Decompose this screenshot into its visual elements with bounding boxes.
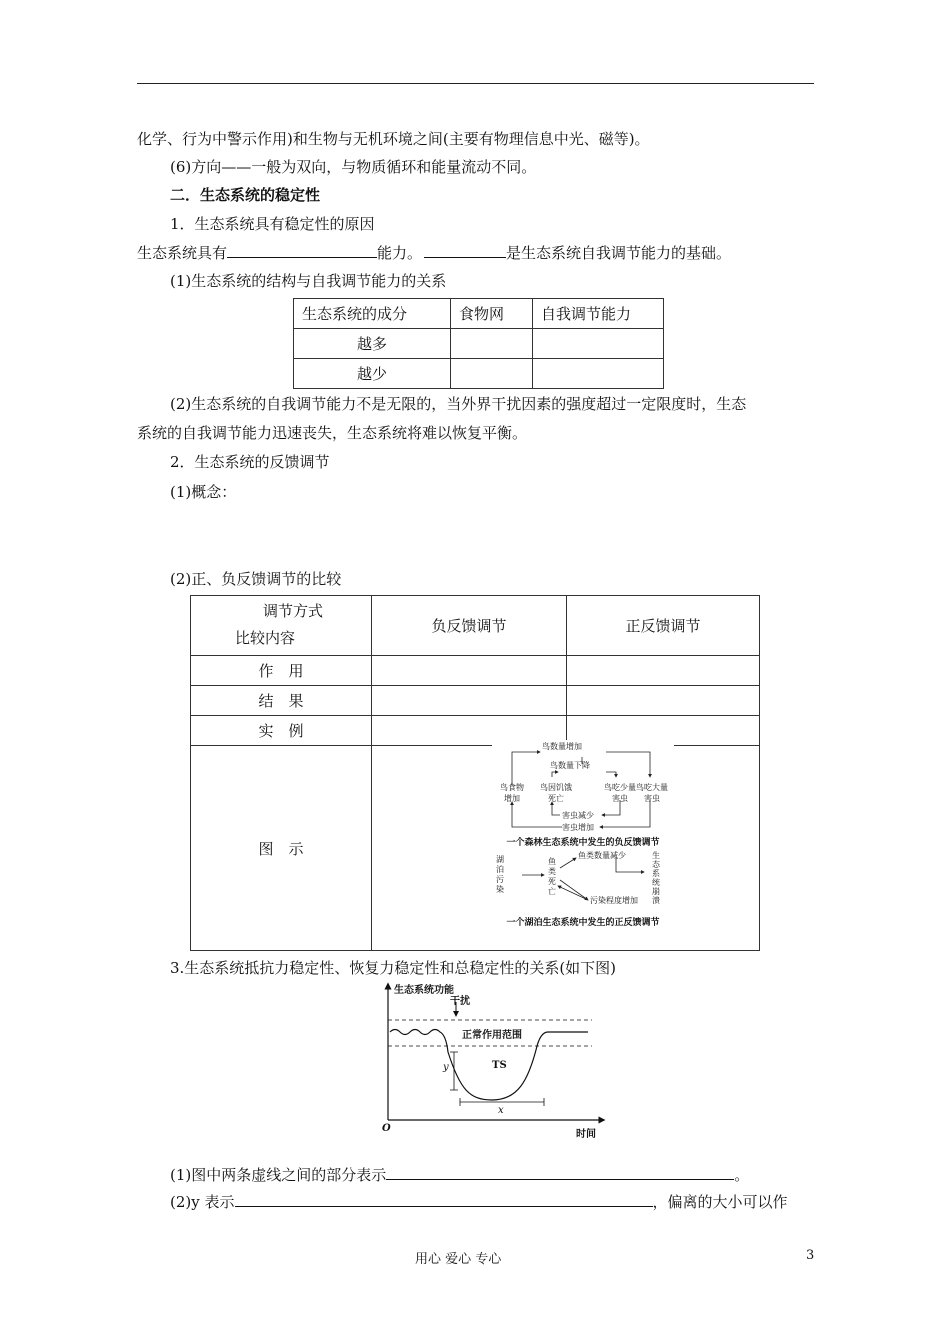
- table-cell[interactable]: [451, 359, 533, 389]
- table-header: 生态系统的成分: [294, 299, 451, 329]
- answer-blank[interactable]: [227, 243, 377, 258]
- paragraph: 化学、行为中警示作用)和生物与无机环境之间(主要有物理信息中光、磁等)。: [137, 130, 650, 148]
- diagram-label: 湖泊污染: [496, 855, 504, 894]
- paragraph: (2)生态系统的自我调节能力不是无限的，当外界干扰因素的强度超过一定限度时，生态: [170, 395, 747, 413]
- feedback-diagrams: [492, 740, 674, 930]
- diagram-label: 鸟吃少量害虫: [604, 783, 636, 803]
- text: (2)y 表示: [170, 1193, 235, 1211]
- origin-label: O: [382, 1123, 391, 1134]
- x-variable-label: x: [498, 1105, 504, 1116]
- diagram-label: 鱼类数量减少: [578, 851, 626, 860]
- table-cell[interactable]: [451, 329, 533, 359]
- table-header: 自我调节能力: [533, 299, 664, 329]
- row-label: 实 例: [191, 716, 372, 746]
- subheading: (1)生态系统的结构与自我调节能力的关系: [170, 272, 447, 290]
- answer-blank[interactable]: [424, 243, 506, 258]
- text: 能力。: [377, 244, 423, 262]
- text: 是生态系统自我调节能力的基础。: [506, 244, 732, 262]
- header-rule: [137, 83, 814, 84]
- row-label: 作 用: [191, 656, 372, 686]
- diagram-label: 害虫减少: [562, 811, 594, 820]
- diagram-label: 鸟数量增加: [542, 742, 582, 751]
- question-2: [170, 1192, 788, 1212]
- footer-text: 用心 爱心 专心: [415, 1252, 502, 1267]
- y-axis-label: 生态系统功能: [394, 985, 454, 996]
- table-cell[interactable]: [567, 656, 760, 686]
- section-heading: 二．生态系统的稳定性: [170, 186, 321, 204]
- table-header: 负反馈调节: [372, 596, 567, 656]
- feedback-comparison-table: [190, 595, 760, 951]
- text: (1)图中两条虚线之间的部分表示: [170, 1166, 387, 1184]
- subheading: 3.生态系统抵抗力稳定性、恢复力稳定性和总稳定性的关系(如下图): [170, 959, 617, 977]
- diagram-caption: 一个森林生态系统中发生的负反馈调节: [506, 838, 660, 848]
- paragraph: (6)方向——一般为双向，与物质循环和能量流动不同。: [170, 158, 537, 176]
- corner-label-bottom: 比较内容: [235, 629, 296, 647]
- diagram-caption: 一个湖泊生态系统中发生的正反馈调节: [506, 918, 660, 928]
- table-cell: 越多: [294, 329, 451, 359]
- table-cell[interactable]: [567, 686, 760, 716]
- structure-regulation-table: [293, 298, 664, 389]
- disturbance-label: 干扰: [450, 996, 470, 1007]
- subheading: 2．生态系统的反馈调节: [170, 453, 330, 471]
- answer-blank[interactable]: [386, 1165, 734, 1180]
- subheading: (2)正、负反馈调节的比较: [170, 570, 342, 588]
- fill-in-sentence: [137, 243, 731, 263]
- stability-graph: [370, 980, 610, 1140]
- diagram-label: 鸟食物增加: [500, 783, 524, 803]
- paragraph: 系统的自我调节能力迅速丧失，生态系统将难以恢复平衡。: [137, 424, 528, 442]
- table-cell[interactable]: [533, 329, 664, 359]
- diagram-label: 污染程度增加: [590, 896, 638, 905]
- table-cell[interactable]: [372, 686, 567, 716]
- question-1: [170, 1165, 749, 1185]
- diagram-label: 害虫增加: [562, 823, 594, 832]
- diagram-label: 鸟数量下降: [550, 761, 590, 770]
- ts-label: TS: [492, 1060, 507, 1071]
- x-axis-label: 时间: [576, 1129, 596, 1140]
- diagram-label: 鸟因饥饿死亡: [540, 783, 572, 803]
- corner-label-top: 调节方式: [263, 602, 324, 620]
- table-header: 正反馈调节: [567, 596, 760, 656]
- table-header: 食物网: [451, 299, 533, 329]
- y-variable-label: y: [443, 1062, 449, 1073]
- table-cell: 越少: [294, 359, 451, 389]
- row-label: 图 示: [191, 746, 372, 951]
- table-corner-cell: [191, 596, 372, 656]
- text: 生态系统具有: [137, 244, 228, 262]
- table-cell[interactable]: [372, 656, 567, 686]
- page-number: 3: [806, 1248, 815, 1263]
- row-label: 结 果: [191, 686, 372, 716]
- diagram-label: 鱼类死亡: [548, 857, 556, 896]
- normal-range-label: 正常作用范围: [462, 1026, 522, 1041]
- diagram-label: 鸟吃大量害虫: [636, 783, 668, 803]
- subheading: 1．生态系统具有稳定性的原因: [170, 215, 375, 233]
- subheading: (1)概念：: [170, 483, 237, 501]
- diagram-label: 生态系统崩溃: [652, 851, 660, 905]
- stability-curve: [370, 980, 610, 1140]
- text: ，偏离的大小可以作: [652, 1193, 788, 1211]
- table-cell[interactable]: [533, 359, 664, 389]
- text: 。: [734, 1166, 750, 1184]
- answer-blank[interactable]: [235, 1192, 653, 1207]
